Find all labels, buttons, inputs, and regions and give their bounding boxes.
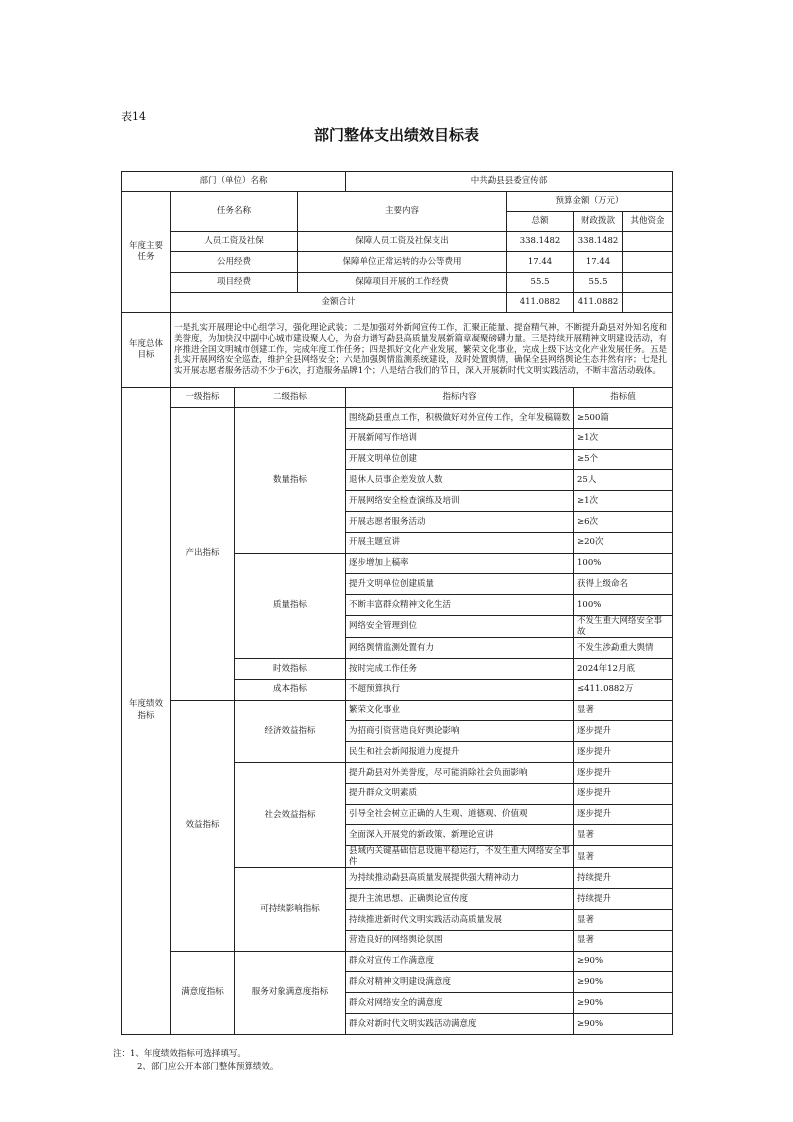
task-name: 人员工资及社保 xyxy=(171,232,298,252)
indicator-content: 提升文明单位创建质量 xyxy=(346,574,574,595)
table-row xyxy=(122,951,673,972)
task-other xyxy=(623,252,673,273)
indicator-content: 逐步增加上稿率 xyxy=(346,553,574,574)
indicator-content: 提升群众文明素质 xyxy=(346,783,574,804)
indicator-value: 逐步提升 xyxy=(574,721,673,742)
indicator-content: 引导全社会树立正确的人生观、道德观、价值观 xyxy=(346,804,574,825)
indicator-content: 围绕勐县重点工作，积极做好对外宣传工作，全年发稿篇数 xyxy=(346,408,574,429)
task-name: 项目经费 xyxy=(171,273,298,293)
indicator-content: 全面深入开展党的新政策、新理论宣讲 xyxy=(346,825,574,846)
sum-total: 411.0882 xyxy=(507,293,574,313)
col-header-value: 指标值 xyxy=(574,388,673,408)
indicator-value: ≥1次 xyxy=(574,491,673,512)
dept-name-label: 部门（单位）名称 xyxy=(122,172,346,192)
level2-indicator: 质量指标 xyxy=(235,553,346,658)
task-other xyxy=(623,273,673,293)
annual-task-label: 年度主要任务 xyxy=(122,192,171,313)
indicator-value: 显著 xyxy=(574,700,673,721)
dept-name-value: 中共勐县县委宣传部 xyxy=(346,172,673,192)
indicator-value: ≥90% xyxy=(574,951,673,972)
indicator-value: 显著 xyxy=(574,930,673,951)
indicator-value: 100% xyxy=(574,553,673,574)
indicator-content: 开展网络安全检查演练及培训 xyxy=(346,491,574,512)
indicator-content: 不超预算执行 xyxy=(346,679,574,700)
indicator-content: 为招商引资营造良好舆论影响 xyxy=(346,721,574,742)
task-total: 17.44 xyxy=(507,252,574,273)
indicator-content: 群众对新时代文明实践活动满意度 xyxy=(346,1014,574,1035)
level2-indicator: 可持续影响指标 xyxy=(235,868,346,951)
indicator-value: ≥20次 xyxy=(574,532,673,553)
footnote: 2、部门应公开本部门整体预算绩效。 xyxy=(137,1062,279,1072)
indicator-content: 群众对宣传工作满意度 xyxy=(346,951,574,972)
indicator-content: 不断丰富群众精神文化生活 xyxy=(346,595,574,616)
indicator-value: 逐步提升 xyxy=(574,783,673,804)
overall-goal-text: 一是扎实开展理论中心组学习，强化理论武装；二是加强对外新闻宣传工作，汇聚正能量、提奋精气神，不断提升勐县对外知名度和美誉度，为加快汉中副中心城市建设聚人心，为奋力谱写勐县高质量发展新篇章凝聚磅礴力量。三是持续开展精神文明建设活动，有序推进全国文明城市创建工作，完成年度工作任务；四是抓好文化产业发展，繁荣文化事业，完成上级下达文化产业发展任务。五是扎实开展网络安全巡查，维护全县网络安全；六是加强舆情监测系统建设，及时处置舆情，确保全县网络舆论生态井然有序；七是扎实开展志愿者服务活动不少于6次，打造服务品牌1个；八是结合我们的节日，深入开展新时代文明实践活动，不断丰富活动载体。 xyxy=(171,313,673,388)
indicator-content: 群众对网络安全的满意度 xyxy=(346,993,574,1014)
indicator-content: 网络舆情监测处置有力 xyxy=(346,638,574,659)
footnote: 注：1、年度绩效指标可选择填写。 xyxy=(113,1049,246,1059)
indicator-content: 持续推进新时代文明实践活动高质量发展 xyxy=(346,910,574,931)
indicator-value: 25人 xyxy=(574,470,673,491)
task-other xyxy=(623,232,673,252)
indicator-value: ≥5个 xyxy=(574,449,673,470)
level2-indicator: 经济效益指标 xyxy=(235,700,346,762)
indicator-value: ≥90% xyxy=(574,972,673,993)
indicators-label xyxy=(122,388,171,1035)
indicator-content: 提升勐县对外美誉度，尽可能消除社会负面影响 xyxy=(346,763,574,784)
level1-indicator: 产出指标 xyxy=(171,408,235,701)
table-number: 表14 xyxy=(121,110,146,123)
indicator-value: 显著 xyxy=(574,825,673,846)
task-total: 338.1482 xyxy=(507,232,574,252)
overall-goal-label: 年度总体目标 xyxy=(122,313,171,388)
col-header-content: 指标内容 xyxy=(346,388,574,408)
other-header: 其他资金 xyxy=(623,212,673,232)
indicator-content: 网络安全管理到位 xyxy=(346,615,574,637)
task-fiscal: 55.5 xyxy=(574,273,623,293)
total-header: 总额 xyxy=(507,212,574,232)
indicator-value: 逐步提升 xyxy=(574,742,673,763)
level2-indicator: 成本指标 xyxy=(235,679,346,700)
col-header-l2: 二级指标 xyxy=(235,388,346,408)
task-name-header: 任务名称 xyxy=(171,192,298,232)
level1-indicator: 效益指标 xyxy=(171,700,235,951)
col-header-l1: 一级指标 xyxy=(171,388,235,408)
task-total: 55.5 xyxy=(507,273,574,293)
indicator-content: 开展主题宣讲 xyxy=(346,532,574,553)
level2-indicator: 时效指标 xyxy=(235,659,346,680)
table-row xyxy=(122,408,673,429)
level1-indicator: 满意度指标 xyxy=(171,951,235,1034)
performance-table xyxy=(121,171,673,1035)
task-fiscal: 338.1482 xyxy=(574,232,623,252)
level2-indicator: 数量指标 xyxy=(235,408,346,554)
indicator-content: 县域内关键基础信息设施平稳运行，不发生重大网络安全事件 xyxy=(346,846,574,868)
task-content: 保障项目开展的工作经费 xyxy=(298,273,507,293)
indicator-content: 开展志愿者服务活动 xyxy=(346,511,574,532)
indicator-content: 民生和社会新闻报道力度提升 xyxy=(346,742,574,763)
indicator-value: 持续提升 xyxy=(574,868,673,889)
task-content: 保障单位正常运转的办公等费用 xyxy=(298,252,507,273)
indicators-label-text: 年度绩效指标 xyxy=(128,699,163,721)
indicator-value: 100% xyxy=(574,595,673,616)
indicator-value: 逐步提升 xyxy=(574,763,673,784)
table-row xyxy=(122,700,673,721)
indicator-value: ≥90% xyxy=(574,1014,673,1035)
indicator-value: 不发生重大网络安全事故 xyxy=(574,615,673,637)
indicator-value: 显著 xyxy=(574,910,673,931)
indicator-value: 2024年12月底 xyxy=(574,659,673,680)
indicator-value: ≥1次 xyxy=(574,428,673,449)
budget-header: 预算金额（万元） xyxy=(507,192,673,212)
indicator-value: 不发生涉勐重大舆情 xyxy=(574,638,673,659)
indicator-content: 为持续推动勐县高质量发展提供强大精神动力 xyxy=(346,868,574,889)
task-name: 公用经费 xyxy=(171,252,298,273)
level2-indicator: 社会效益指标 xyxy=(235,763,346,868)
indicator-content: 提升主流思想、正确舆论宣传度 xyxy=(346,889,574,910)
indicator-content: 按时完成工作任务 xyxy=(346,659,574,680)
indicator-value: 持续提升 xyxy=(574,889,673,910)
fiscal-header: 财政拨款 xyxy=(574,212,623,232)
sum-fiscal: 411.0882 xyxy=(574,293,623,313)
sum-label: 金额合计 xyxy=(171,293,507,313)
indicator-content: 开展新闻写作培训 xyxy=(346,428,574,449)
indicator-content: 营造良好的网络舆论氛围 xyxy=(346,930,574,951)
task-content: 保障人员工资及社保支出 xyxy=(298,232,507,252)
page-title: 部门整体支出绩效目标表 xyxy=(313,126,479,144)
indicator-value: ≥6次 xyxy=(574,511,673,532)
level2-indicator: 服务对象满意度指标 xyxy=(235,951,346,1034)
indicator-value: 获得上级命名 xyxy=(574,574,673,595)
main-content-header: 主要内容 xyxy=(298,192,507,232)
indicator-content: 群众对精神文明建设满意度 xyxy=(346,972,574,993)
indicator-content: 繁荣文化事业 xyxy=(346,700,574,721)
indicator-value: ≤411.0882万 xyxy=(574,679,673,700)
indicator-value: 显著 xyxy=(574,846,673,868)
indicator-content: 退休人员事企差发放人数 xyxy=(346,470,574,491)
indicator-content: 开展文明单位创建 xyxy=(346,449,574,470)
task-fiscal: 17.44 xyxy=(574,252,623,273)
indicator-value: 逐步提升 xyxy=(574,804,673,825)
indicator-value: ≥500篇 xyxy=(574,408,673,429)
indicator-value: ≥90% xyxy=(574,993,673,1014)
footnotes xyxy=(113,1048,278,1074)
sum-other xyxy=(623,293,673,313)
